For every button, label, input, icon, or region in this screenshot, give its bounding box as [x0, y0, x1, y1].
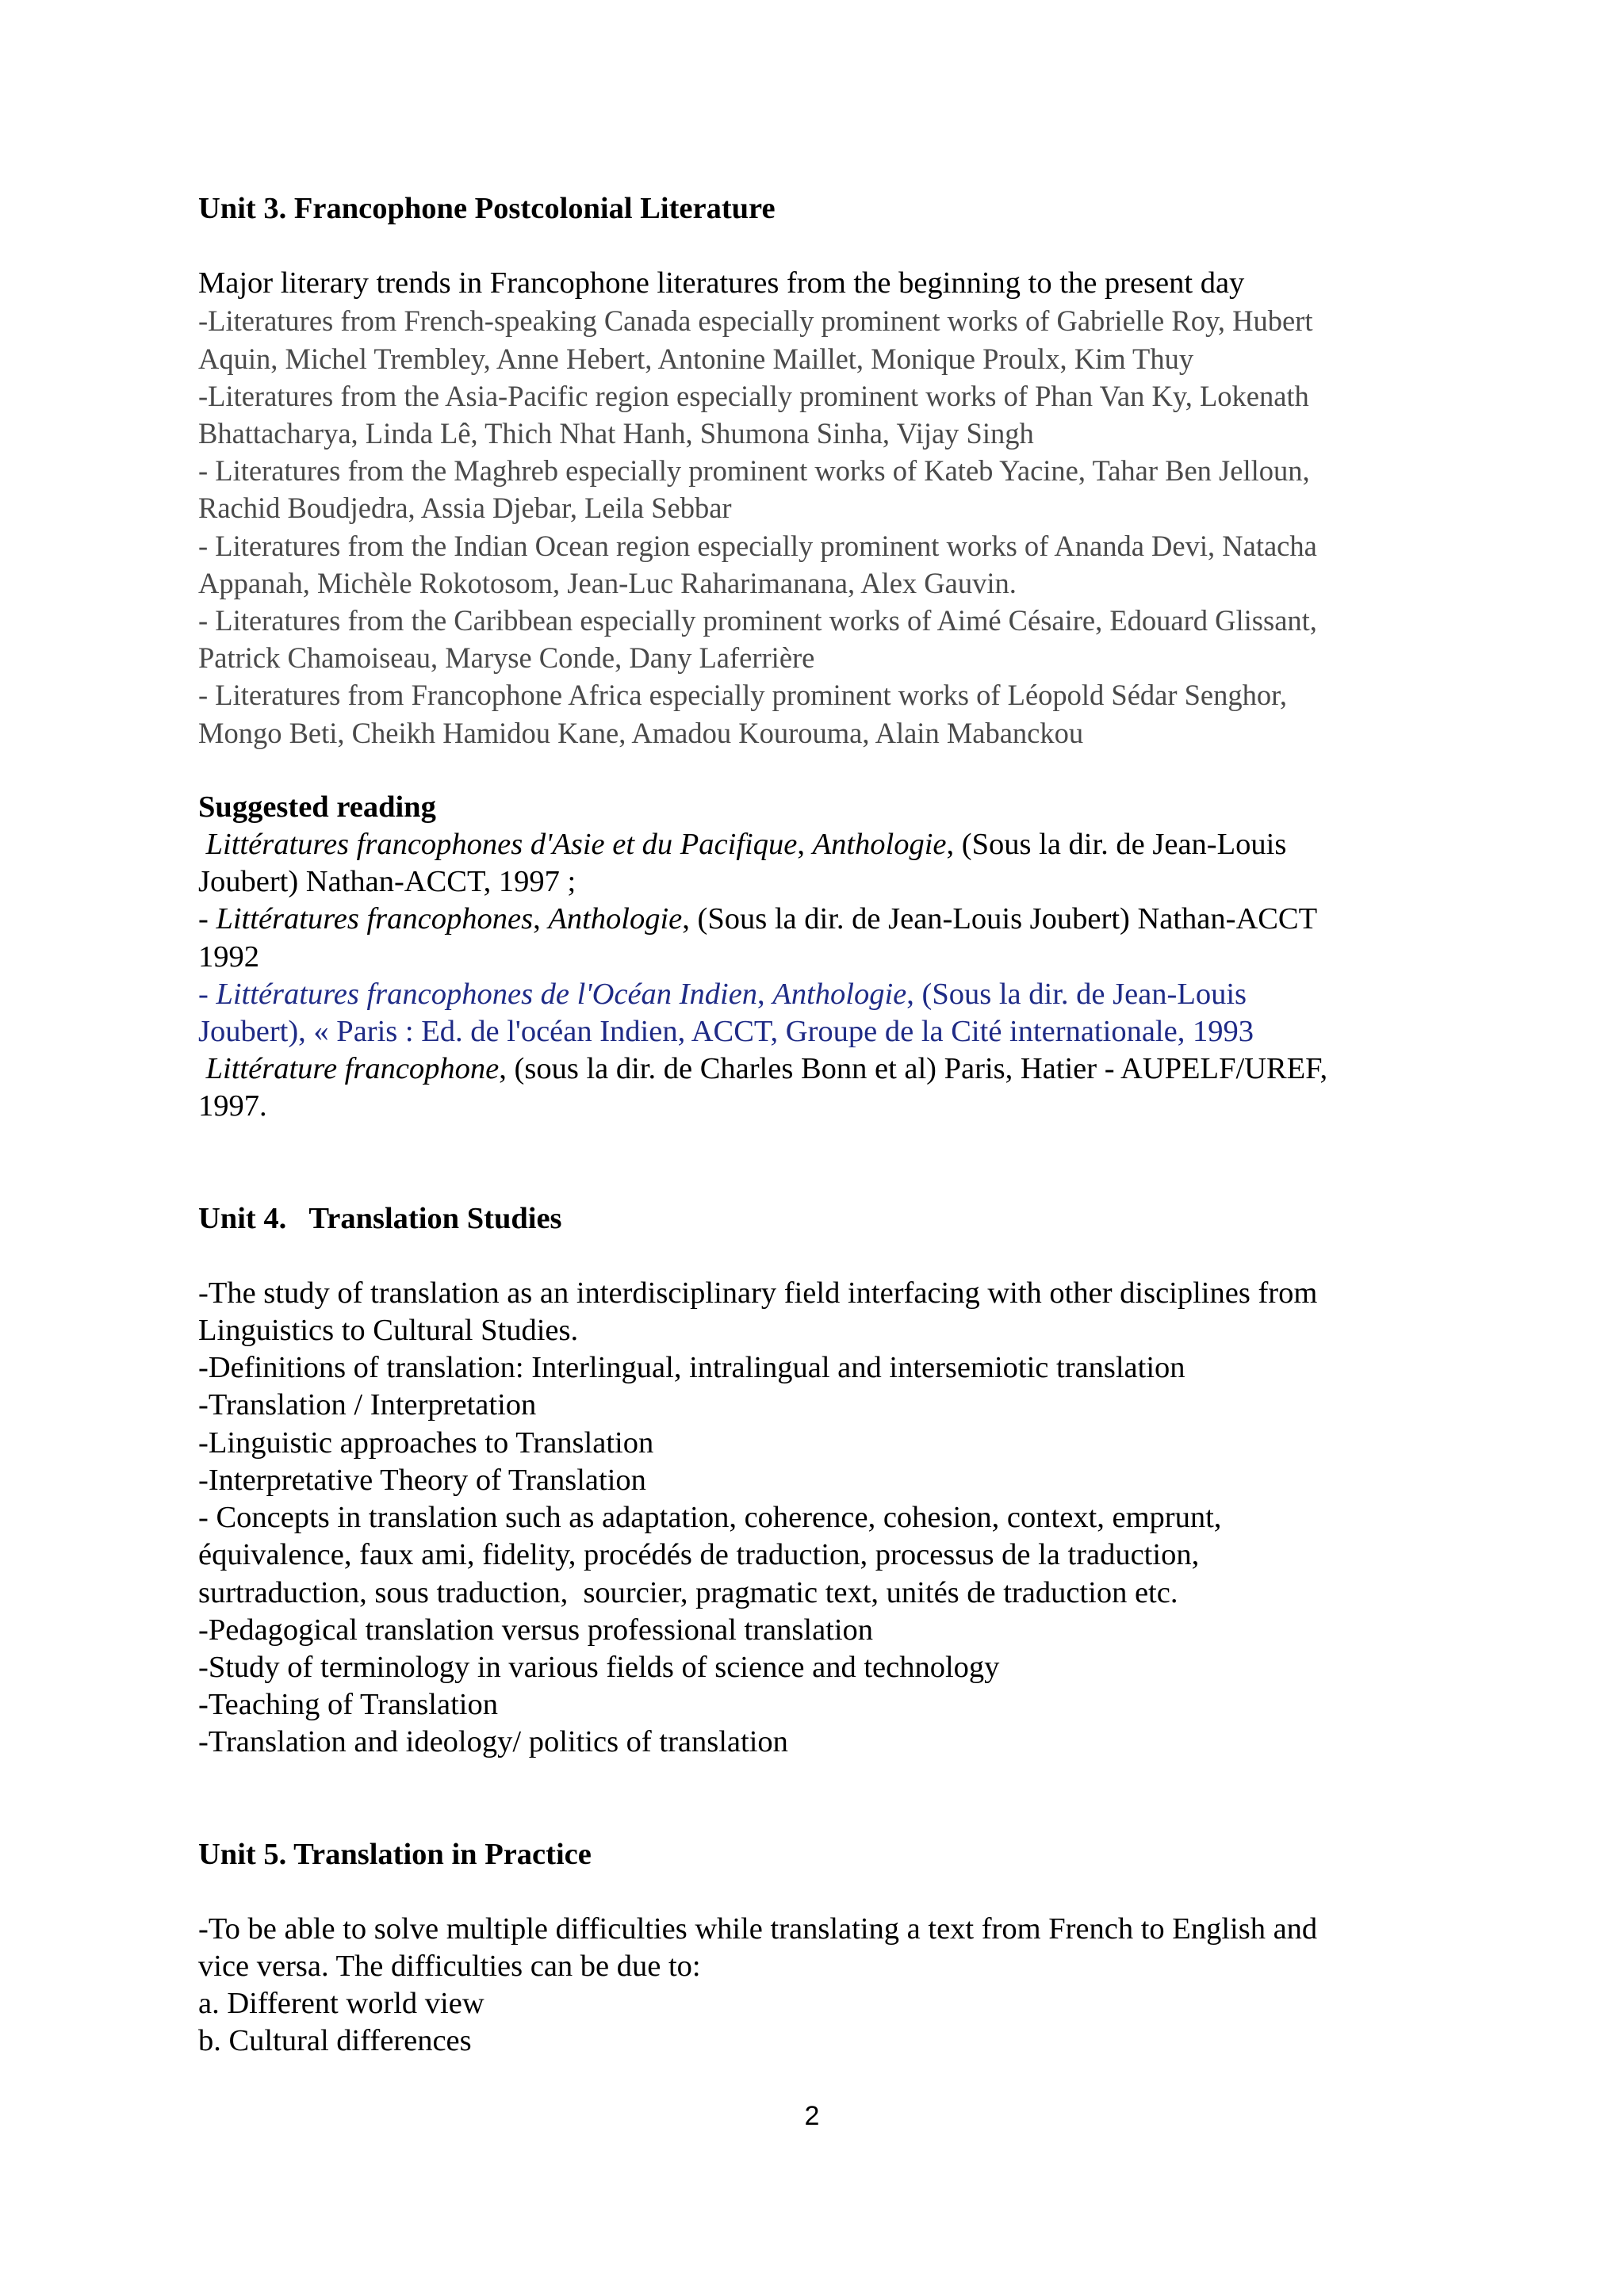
reading-item-1: Littératures francophones d'Asie et du Pacifique, Anthologie, (Sous la dir. de Jean-Louis	[205, 828, 1287, 862]
unit5-line: a. Different world view	[198, 1987, 485, 2021]
reading-item-2-cont: 1992	[198, 939, 259, 974]
unit4-line: Linguistics to Cultural Studies.	[198, 1314, 579, 1348]
unit4-line: - Concepts in translation such as adaptation, coherence, cohesion, context, emprunt,	[198, 1501, 1222, 1535]
unit4-line: -Linguistic approaches to Translation	[198, 1425, 654, 1460]
unit4-heading: Unit 4. Translation Studies	[198, 1201, 562, 1235]
page-number: 2	[804, 2101, 820, 2131]
reading-title: Littératures francophones	[216, 902, 534, 936]
unit4-line: -Teaching of Translation	[198, 1688, 498, 1722]
unit3-heading: Unit 3. Francophone Postcolonial Literature	[198, 192, 776, 225]
reading-item-3-cont: Joubert), « Paris : Ed. de l'océan Indien, ACCT, Groupe de la Cité internationale, 1993	[198, 1015, 1254, 1049]
unit3-line: - Literatures from Francophone Africa especially prominent works of Léopold Sédar Senghor,	[198, 679, 1287, 712]
unit4-line: -Pedagogical translation versus professional translation	[198, 1613, 874, 1647]
unit4-line: -Study of terminology in various fields of science and technology	[198, 1650, 1000, 1684]
suggested-reading-heading: Suggested reading	[198, 790, 436, 824]
unit3-line: - Literatures from the Maghreb especially prominent works of Kateb Yacine, Tahar Ben Jelloun,	[198, 454, 1310, 488]
unit5-line: b. Cultural differences	[198, 2024, 472, 2058]
unit3-line: Rachid Boudjedra, Assia Djebar, Leila Sebbar	[198, 492, 732, 525]
unit3-line: Appanah, Michèle Rokotosom, Jean-Luc Raharimanana, Alex Gauvin.	[198, 566, 1017, 599]
unit3-line: Patrick Chamoiseau, Maryse Conde, Dany Laferrière	[198, 641, 815, 675]
unit3-line: Aquin, Michel Trembley, Anne Hebert, Antonine Maillet, Monique Proulx, Kim Thuy	[198, 342, 1194, 375]
unit4-line: -The study of translation as an interdisciplinary field interfacing with other disciplines from	[198, 1276, 1318, 1310]
reading-item-1-cont: Joubert) Nathan-ACCT, 1997 ;	[198, 865, 576, 899]
unit3-line: Bhattacharya, Linda Lê, Thich Nhat Hanh, Shumona Sinha, Vijay Singh	[198, 417, 1034, 450]
unit3-line: - Literatures from the Caribbean especially prominent works of Aimé Césaire, Edouard Glissant,	[198, 604, 1317, 637]
unit5-line: -To be able to solve multiple difficulties while translating a text from French to English and	[198, 1911, 1318, 1946]
reading-title: Littérature francophone	[205, 1052, 500, 1086]
unit4-line: équivalence, faux ami, fidelity, procédés de traduction, processus de la traduction,	[198, 1538, 1200, 1572]
reading-item-3: - Littératures francophones de l'Océan Indien, Anthologie, (Sous la dir. de Jean-Louis	[198, 977, 1247, 1011]
unit4-line: -Definitions of translation: Interlingual, intralingual and intersemiotic translation	[198, 1351, 1185, 1385]
unit5-line: vice versa. The difficulties can be due to:	[198, 1949, 701, 1983]
unit3-line: -Literatures from French-speaking Canada especially prominent works of Gabrielle Roy, Hubert	[198, 304, 1313, 338]
unit4-line: -Interpretative Theory of Translation	[198, 1463, 646, 1497]
unit5-heading: Unit 5. Translation in Practice	[198, 1837, 592, 1871]
reading-item-4-cont: 1997.	[198, 1089, 267, 1123]
reading-title: Littératures francophones d'Asie et du Pacifique	[205, 828, 798, 862]
unit4-line: surtraduction, sous traduction, sourcier, pragmatic text, unités de traduction etc.	[198, 1575, 1178, 1609]
unit4-line: -Translation and ideology/ politics of translation	[198, 1725, 788, 1759]
unit3-line: -Literatures from the Asia-Pacific region especially prominent works of Phan Van Ky, Lokenath	[198, 379, 1309, 412]
reading-item-4: Littérature francophone, (sous la dir. de Charles Bonn et al) Paris, Hatier - AUPELF/UREF,	[205, 1052, 1328, 1086]
reading-title: Littératures francophones de l'Océan Indien	[216, 977, 758, 1011]
unit3-line: - Literatures from the Indian Ocean region especially prominent works of Ananda Devi, Natacha	[198, 529, 1317, 562]
unit3-line: Mongo Beti, Cheikh Hamidou Kane, Amadou Kourouma, Alain Mabanckou	[198, 716, 1084, 749]
unit4-line: -Translation / Interpretation	[198, 1388, 537, 1422]
reading-item-2: - Littératures francophones, Anthologie, (Sous la dir. de Jean-Louis Joubert) Nathan-ACCT	[198, 902, 1318, 936]
unit3-intro: Major literary trends in Francophone literatures from the beginning to the present day	[198, 266, 1245, 300]
page-content	[198, 190, 1451, 2061]
